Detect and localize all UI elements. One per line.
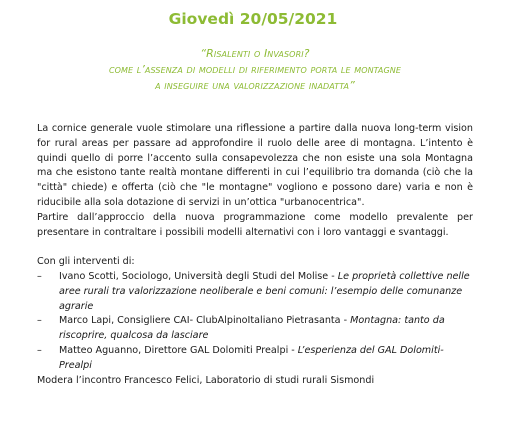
description-paragraph-2: Partire dall’approccio della nuova programmazione come modello prevalente per presentare in contraltare i possibili modelli alternativi con i loro vantaggi e svantaggi. (37, 211, 473, 238)
speaker-talk-title: Montagna: tanto da riscoprire, qualcosa da lasciare (59, 315, 445, 342)
list-dash: – (37, 270, 42, 282)
speakers-list (37, 270, 473, 374)
speaker-talk-title: L’esperienza del GAL Dolomiti-Prealpi (59, 344, 444, 371)
list-dash: – (37, 344, 42, 356)
subtitle-line-2: come l’assenza di modelli di riferimento porta le montagne (108, 63, 402, 76)
speakers-intro: Con gli interventi di: (37, 256, 135, 268)
subtitle-line-3: a inseguire una valorizzazione inadatta” (155, 79, 355, 92)
speaker-item (37, 344, 473, 374)
speaker-name: Matteo Aguanno, Direttore GAL Dolomiti Prealpi - (59, 344, 298, 356)
description-paragraph-1: La cornice generale vuole stimolare una riflessione a partire dalla nuova long-term vision for rural areas per passare ad approfondire il ruolo delle aree di montagna. L’intento è quindi quello di porre l’accento sulla consapevolezza che non esiste una sola Montagna ma che esistono tante realtà montane differenti in cui l’equilibrio tra domanda (ciò che la "città" chiede) e offerta (ciò che "le montagne" vogliono e possono dare) varia e non è riducibile alla sola dotazione di servizi in un’ottica "urbanocentrica". (37, 123, 473, 208)
speaker-item (37, 314, 473, 344)
moderator-line: Modera l’incontro Francesco Felici, Laboratorio di studi rurali Sismondi (37, 374, 375, 386)
subtitle-line-1: “Risalenti o Invasori? (200, 47, 310, 60)
speaker-item (37, 270, 473, 314)
speaker-talk-title: Le proprietà collettive nelle aree rurali tra valorizzazione neoliberale e beni comuni: l’esempio delle comunanze agrarie (59, 270, 470, 312)
event-subtitle (60, 46, 450, 94)
event-description (37, 122, 473, 388)
event-date: Giovedì 20/05/2021 (168, 10, 338, 28)
speaker-name: Ivano Scotti, Sociologo, Università degli Studi del Molise - (59, 270, 338, 282)
list-dash: – (37, 315, 42, 327)
speaker-name: Marco Lapi, Consigliere CAI- ClubAlpinoItaliano Pietrasanta - (59, 315, 351, 327)
